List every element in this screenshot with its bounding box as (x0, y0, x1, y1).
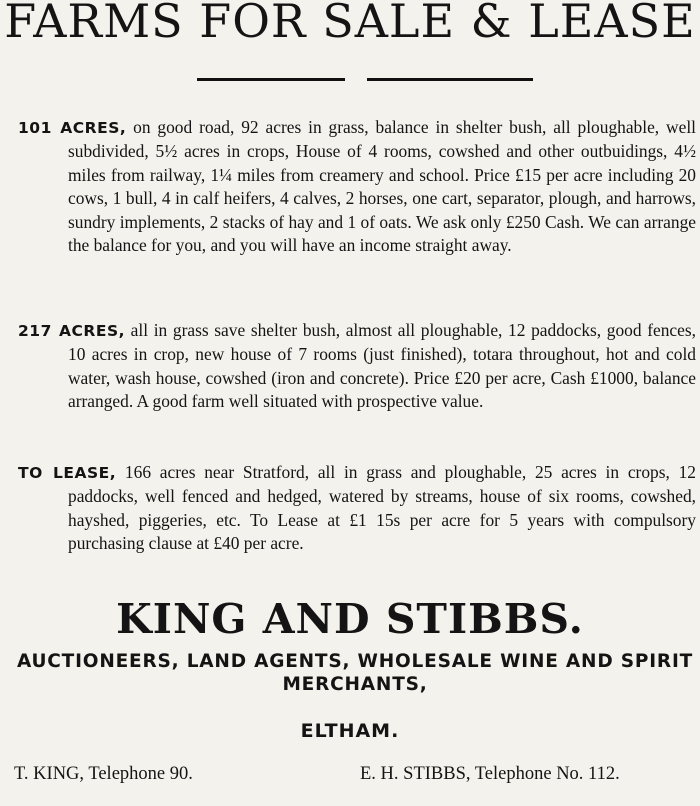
firm-trade: AUCTIONEERS, LAND AGENTS, WHOLESALE WINE AND SPIRIT MERCHANTS, (16, 651, 694, 695)
headline: FARMS FOR SALE & LEASE (4, 0, 696, 48)
listing-101-acres (18, 116, 696, 257)
listing-217-acres (18, 319, 696, 414)
divider-rule-right (367, 78, 533, 81)
listing-lead: 217 ACRES, (18, 322, 126, 340)
contact-king: T. KING, Telephone 90. (14, 764, 193, 784)
listing-to-lease (18, 461, 696, 556)
listing-body: 166 acres near Stratford, all in grass and ploughable, 25 acres in crops, 12 paddocks, well fenced and hedged, watered by streams, house of six rooms, cowshed, hayshed, piggeries, etc. To Lease at £1 15s per acre for 5 years with compulsory purchasing clause at £40 per acre. (68, 462, 696, 554)
divider-rule-left (197, 78, 345, 81)
firm-name: KING AND STIBBS. (116, 595, 584, 643)
listing-lead: TO LEASE, (18, 464, 117, 482)
listing-body: all in grass save shelter bush, almost all ploughable, 12 paddocks, good fences, 10 acres in crop, new house of 7 rooms (just finished), totara throughout, hot and cold water, wash house, cowshed (iron and concrete). Price £20 per acre, Cash £1000, balance arranged. A good farm well situated with prospective value. (68, 320, 696, 412)
listing-body: on good road, 92 acres in grass, balance in shelter bush, all ploughable, well subdivided, 5½ acres in crops, House of 4 rooms, cowshed and other outbuidings, 4½ miles from railway, 1¼ miles from creamery and school. Price £15 per acre including 20 cows, 1 bull, 4 in calf heifers, 4 calves, 2 horses, one cart, separator, plough, and harrows, sundry implements, 2 stacks of hay and 1 of oats. We ask only £250 Cash. We can arrange the balance for you, and you will have an income straight away. (68, 117, 696, 256)
listing-lead: 101 ACRES, (18, 119, 127, 137)
firm-town: ELTHAM. (300, 720, 400, 742)
contact-stibbs: E. H. STIBBS, Telephone No. 112. (360, 764, 620, 784)
